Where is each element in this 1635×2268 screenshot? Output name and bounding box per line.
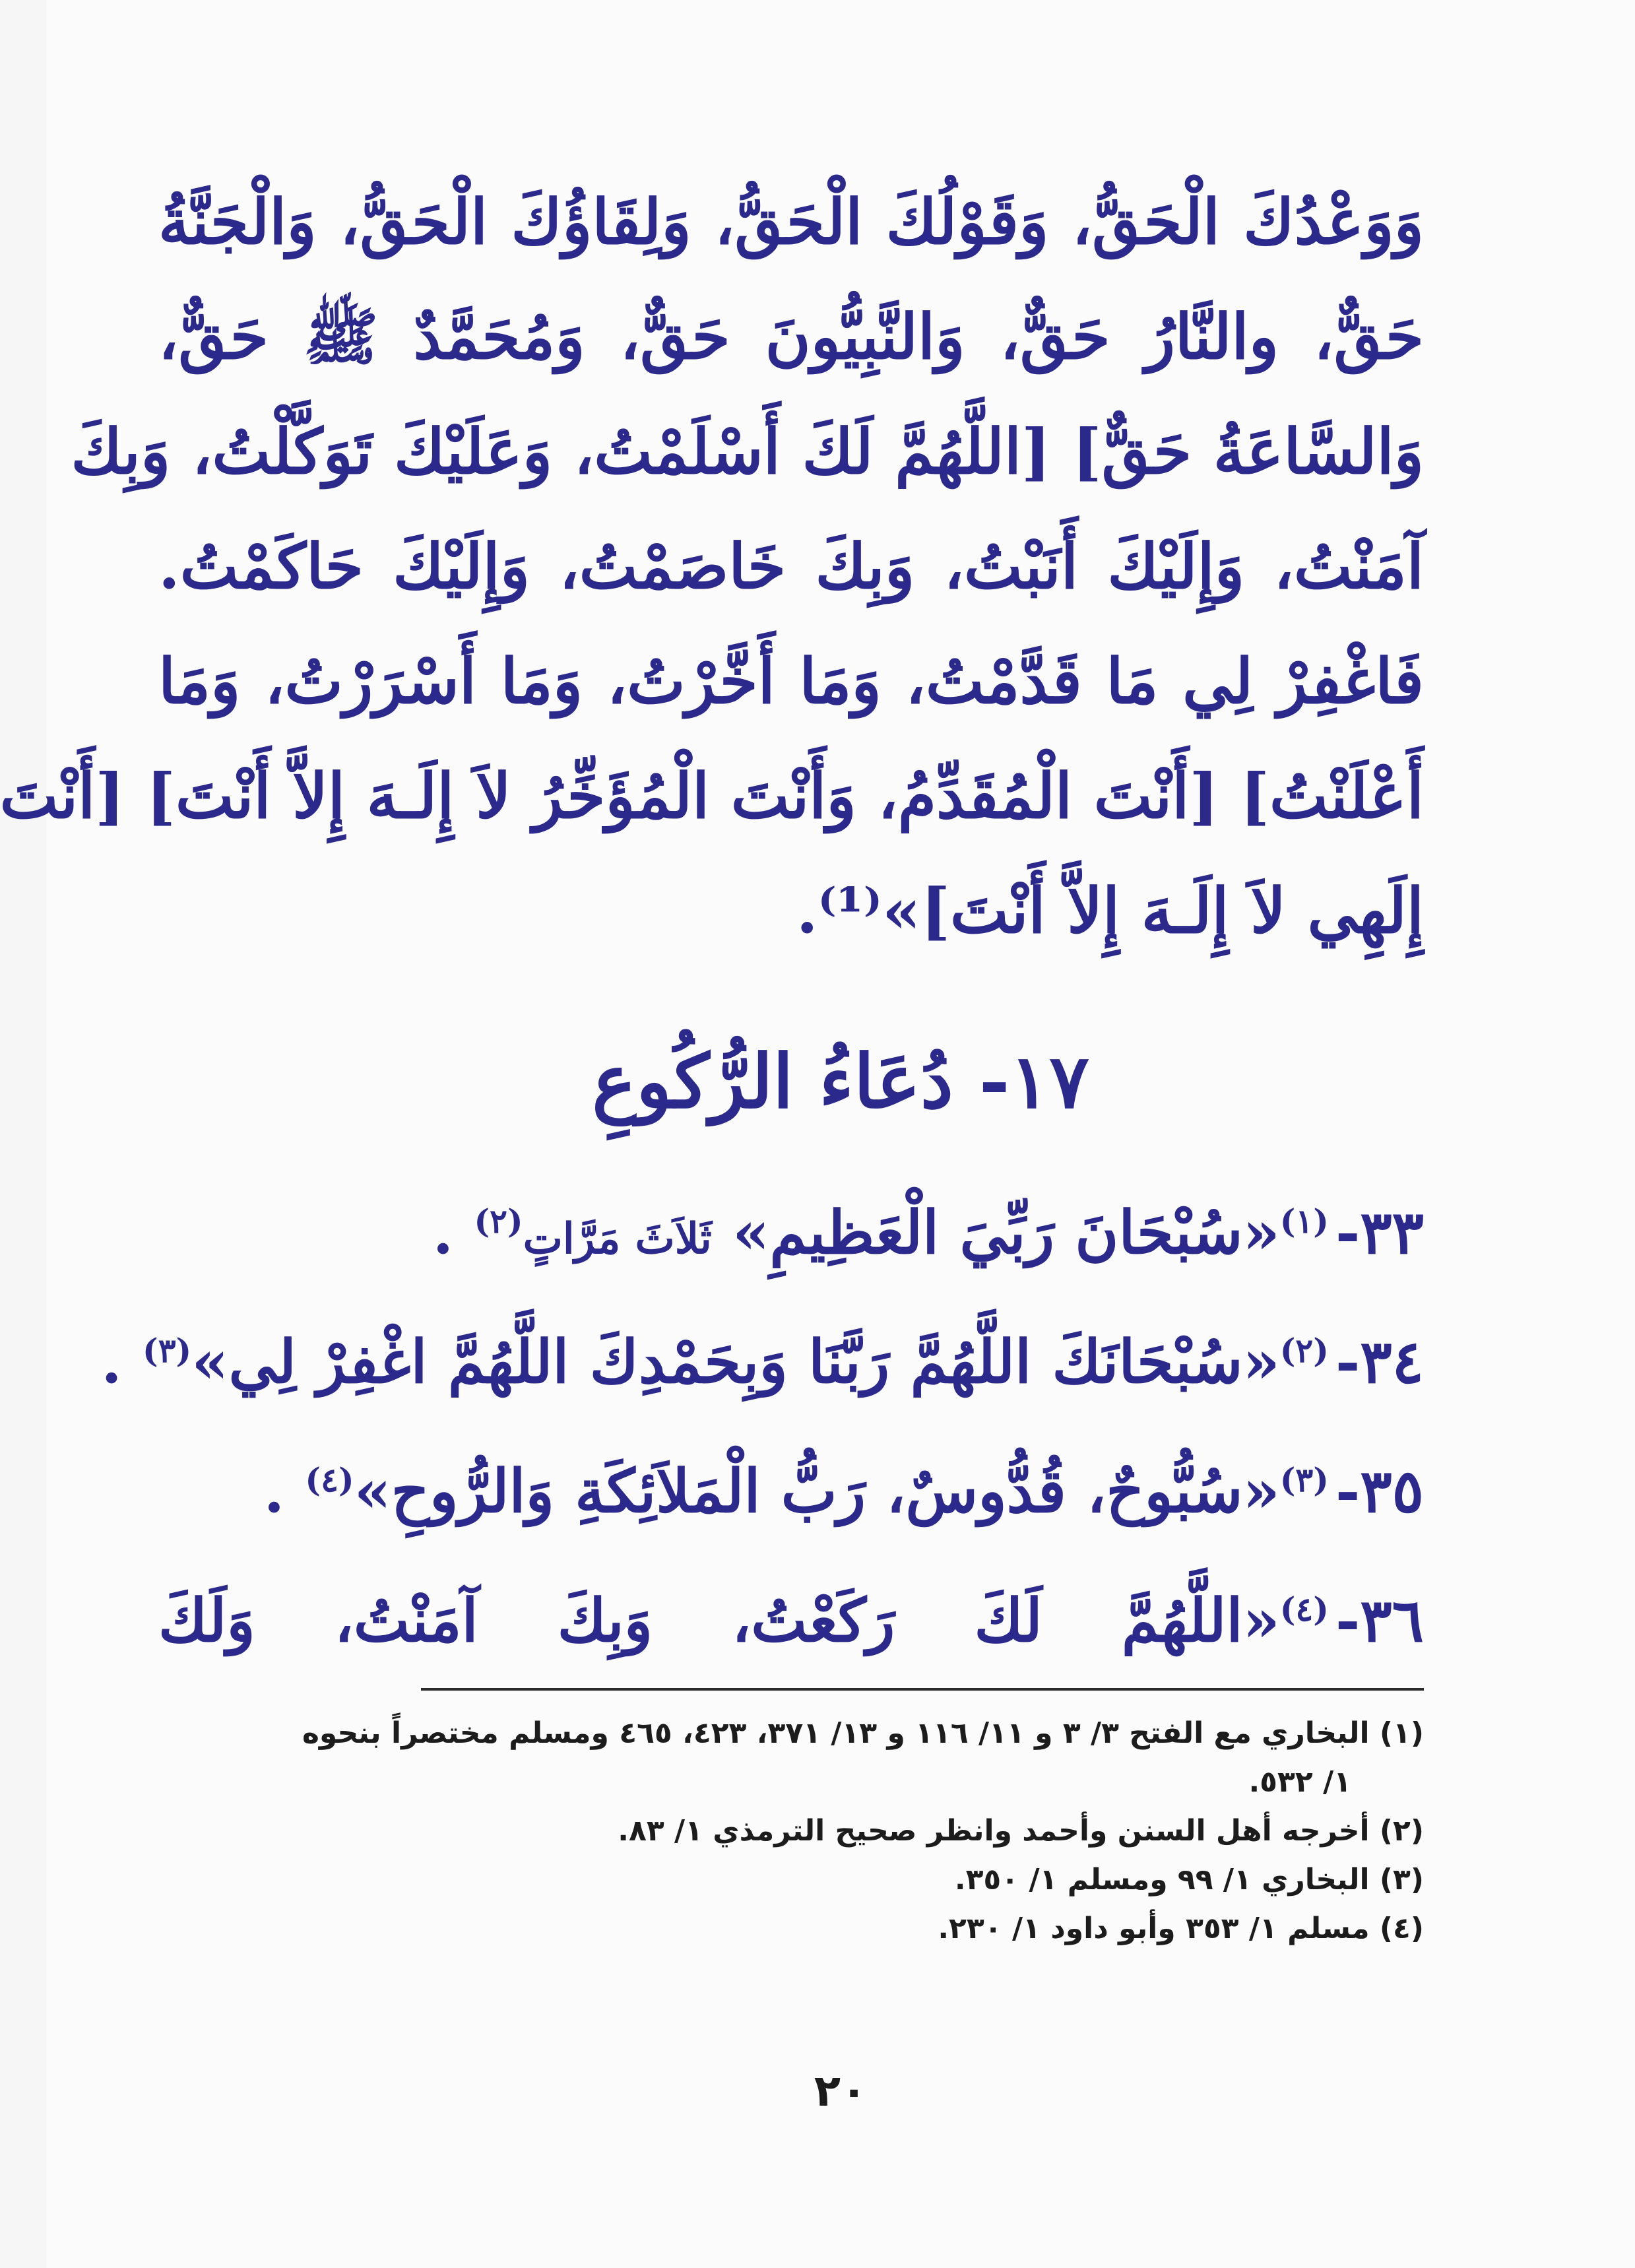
dua-text: «اللَّهُمَّ لَكَ رَكَعْتُ، وَبِكَ آمَنْتُ، وَلَكَ: [158, 1586, 1280, 1656]
dua-ref: (١): [1279, 1202, 1329, 1241]
body-line: وَالسَّاعَةُ حَقٌّ] [اللَّهُمَّ لَكَ أَسْلَمْتُ، وَعَلَيْكَ تَوَكَّلْتُ، وَبِكَ: [71, 416, 1424, 488]
body-line: وَوَعْدُكَ الْحَقُّ، وَقَوْلُكَ الْحَقُّ، وَلِقَاؤُكَ الْحَقُّ، وَالْجَنَّةُ: [158, 186, 1424, 259]
footnote-continuation: ١/ ٥٣٢.: [1248, 1765, 1351, 1799]
dua-number: ٣٣-: [1335, 1198, 1424, 1268]
body-line: حَقٌّ، والنَّارُ حَقٌّ، وَالنَّبِيُّونَ حَقٌّ، وَمُحَمَّدٌ ﷺ حَقٌّ،: [158, 301, 1424, 373]
dua-number: ٣٦-: [1335, 1586, 1424, 1656]
dua-text: «سُبْحَانَكَ اللَّهُمَّ رَبَّنَا وَبِحَمْدِكَ اللَّهُمَّ اغْفِرْ لِي»: [191, 1327, 1280, 1397]
dua-extra-ref: (٢): [474, 1202, 523, 1241]
dua-extra-ref: (٤): [305, 1460, 354, 1499]
dua-list: [101, 1168, 1424, 1685]
body-line: إِلَهِي لاَ إِلَـهَ إِلاَّ أَنْتَ]»⁽¹⁾.: [796, 875, 1424, 948]
dua-number: ٣٤-: [1335, 1327, 1424, 1397]
footnote: (٤) مسلم ١/ ٣٥٣ وأبو داود ١/ ٢٣٠.: [938, 1912, 1424, 1945]
footnotes: [158, 1709, 1424, 1953]
dua-item: [158, 1556, 1424, 1685]
footnote-divider: [421, 1688, 1424, 1691]
dua-text: «سُبْحَانَ رَبِّيَ الْعَظِيمِ»: [732, 1198, 1280, 1268]
dua-item: [158, 1427, 1424, 1556]
dua-item: [101, 1297, 1424, 1427]
page-number: ٢٠: [814, 2065, 868, 2116]
footnote: (١) البخاري مع الفتح ٣/ ٣ و ١١/ ١١٦ و ١٣/ ٣٧١، ٤٢٣، ٤٦٥ ومسلم مختصراً بنحوه: [302, 1716, 1424, 1750]
dua-extra-ref: (٣): [143, 1331, 192, 1370]
dua-text: «سُبُّوحٌ، قُدُّوسٌ، رَبُّ الْمَلاَئِكَةِ وَالرُّوحِ»: [354, 1456, 1280, 1526]
footnote: (٢) أخرجه أهل السنن وأحمد وانظر صحيح الترمذي ١/ ٨٣.: [618, 1814, 1424, 1848]
dua-ref: (٣): [1279, 1460, 1329, 1499]
dua-end: .: [263, 1456, 285, 1526]
dua-end: .: [432, 1198, 454, 1268]
body-line: أَعْلَنْتُ] [أَنْتَ الْمُقَدِّمُ، وَأَنْتَ الْمُؤَخِّرُ لاَ إِلَـهَ إِلاَّ أَنْتَ] [أَنْتَ: [0, 760, 1424, 833]
dua-ref: (٤): [1279, 1590, 1329, 1629]
dua-item: [158, 1168, 1424, 1297]
body-line: آمَنْتُ، وَإِلَيْكَ أَنَبْتُ، وَبِكَ خَاصَمْتُ، وَإِلَيْكَ حَاكَمْتُ.: [158, 531, 1424, 603]
body-line: فَاغْفِرْ لِي مَا قَدَّمْتُ، وَمَا أَخَّرْتُ، وَمَا أَسْرَرْتُ، وَمَا: [158, 645, 1424, 718]
section-heading: ١٧- دُعَاءُ الرُّكُوعِ: [592, 1039, 1089, 1125]
dua-extra: ثَلاَثَ مَرَّاتٍ: [523, 1214, 712, 1264]
dua-number: ٣٥-: [1335, 1456, 1424, 1526]
footnote: (٣) البخاري ١/ ٩٩ ومسلم ١/ ٣٥٠.: [954, 1863, 1424, 1896]
body-text: [0, 165, 1424, 969]
dua-ref: (٢): [1279, 1331, 1329, 1370]
dua-end: .: [101, 1327, 122, 1397]
